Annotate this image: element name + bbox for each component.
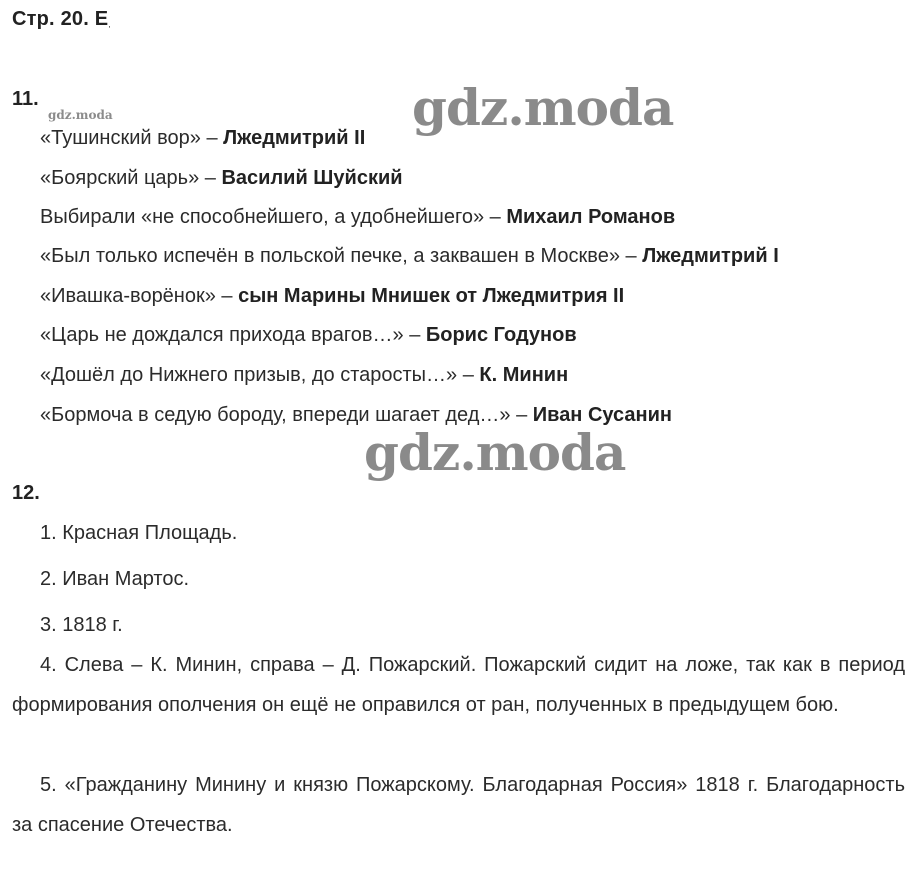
- task-11-item: «Ивашка-ворёнок» – сын Марины Мнишек от Лжедмитрия II: [40, 285, 625, 307]
- task-12-item: 2. Иван Мартос.: [40, 568, 190, 590]
- task-11-item: «Боярский царь» – Василий Шуйский: [40, 167, 403, 189]
- header-title: Стр. 20. Е: [12, 8, 109, 30]
- task-11-item: «Царь не дождался прихода врагов…» – Борис Годунов: [40, 324, 577, 346]
- task-11-item: Выбирали «не способнейшего, а удобнейшего» – Михаил Романов: [40, 206, 676, 228]
- task-12-item: 1. Красная Площадь.: [40, 522, 238, 544]
- watermark-middle: gdz.moda: [364, 423, 626, 482]
- page-header: [12, 8, 111, 31]
- task-11-item: «Дошёл до Нижнего призыв, до старосты…» – К. Минин: [40, 364, 569, 386]
- watermark-small: gdz.moda: [48, 108, 113, 122]
- task-12-item: 3. 1818 г.: [40, 614, 123, 636]
- task-12-number: 12.: [12, 482, 40, 504]
- task-11-item: «Был только испечён в польской печке, а заквашен в Москве» – Лжедмитрий I: [40, 245, 779, 267]
- task-11-item: «Тушинский вор» – Лжедмитрий II: [40, 127, 366, 149]
- task-12-paragraph: 4. Слева – К. Минин, справа – Д. Пожарский. Пожарский сидит на ложе, так как в период формирования ополчения он ещё не оправился от ран, полученных в предыдущем бою.: [12, 654, 905, 716]
- task-11-item: «Бормоча в седую бороду, впереди шагает дед…» – Иван Сусанин: [40, 404, 672, 426]
- header-mark: ,: [108, 20, 111, 29]
- watermark-top: gdz.moda: [412, 78, 674, 137]
- task-11-number: 11.: [12, 88, 39, 110]
- task-12-paragraph: 5. «Гражданину Минину и князю Пожарскому. Благодарная Россия» 1818 г. Благодарность за спасение Отечества.: [12, 774, 905, 836]
